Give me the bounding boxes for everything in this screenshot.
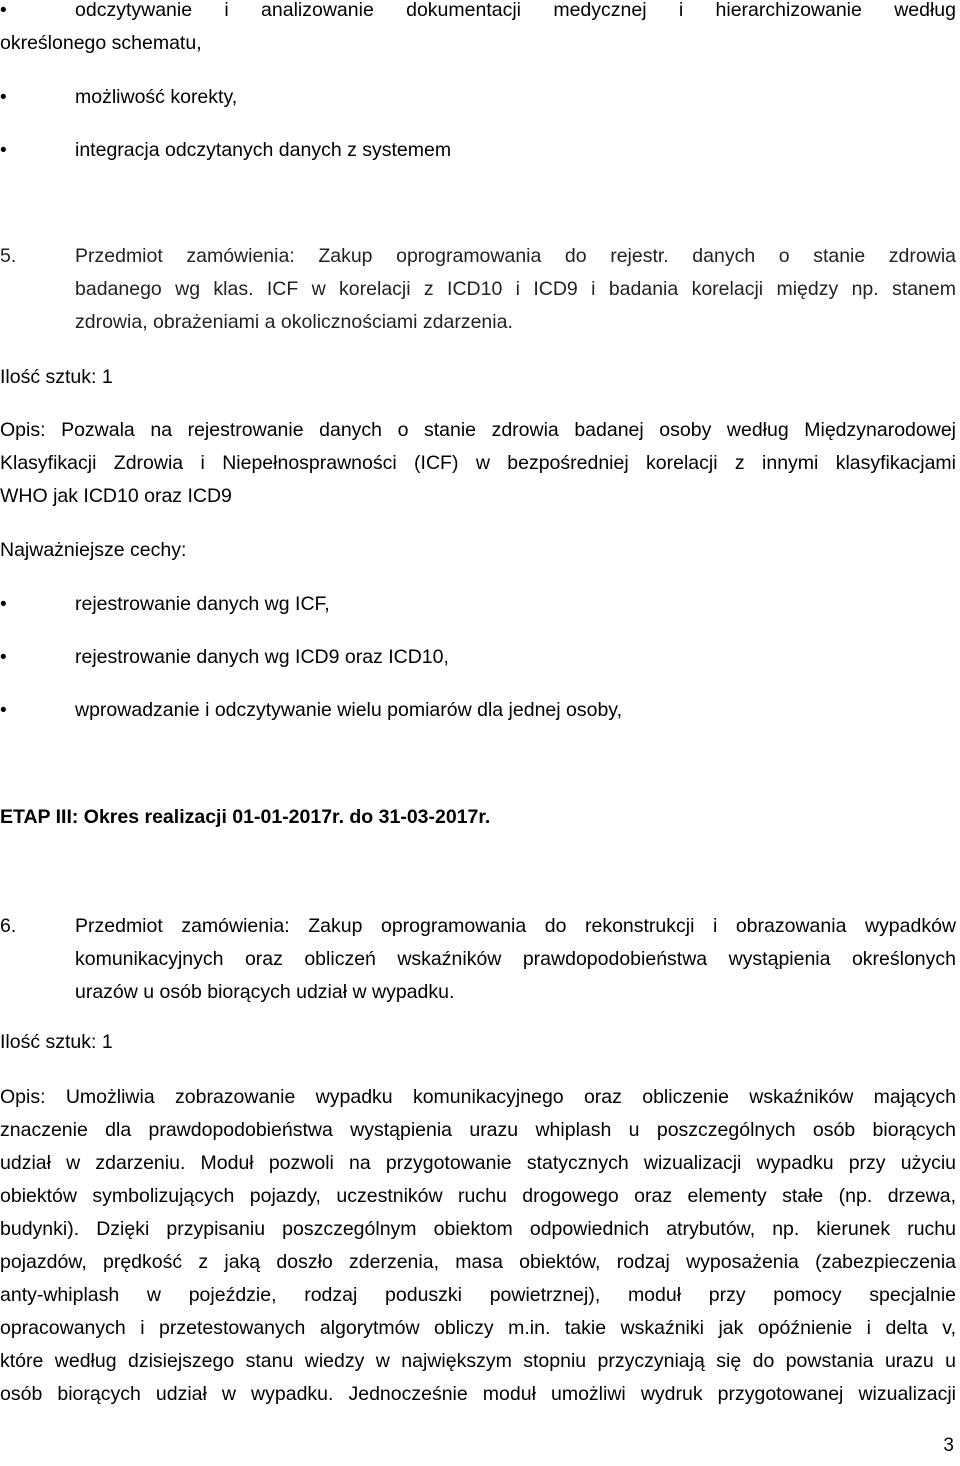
quantity-label: Ilość sztuk: 1 [0,366,113,388]
feature-item: wprowadzanie i odczytywanie wielu pomiarów dla jednej osoby, [75,699,623,721]
description-line: pojazdów, prędkość z jaką doszło zderzenia, masa obiektów, rodzaj wyposażenia (zabezpieczenia [0,1251,956,1273]
bullet-icon: • [0,700,7,721]
list-item: możliwość korekty, [75,86,238,108]
description-line: Opis: Pozwala na rejestrowanie danych o stanie zdrowia badanej osoby według Międzynarodowej [0,419,956,441]
bullet-icon: • [0,647,7,668]
bullet-icon: • [0,140,7,161]
bullet-icon: • [0,594,7,615]
description-line: osób biorących udział w wypadku. Jednocześnie moduł umożliwi wydruk przygotowanej wizualizacji [0,1383,956,1405]
list-item: integracja odczytanych danych z systemem [75,139,452,161]
description-line: obiektów symbolizujących pojazdy, uczestników ruchu drogowego oraz elementy stałe (np. drzewa, [0,1185,956,1207]
description-line: Opis: Umożliwia zobrazowanie wypadku komunikacyjnego oraz obliczenie wskaźników mających [0,1086,956,1108]
item-title-line: zdrowia, obrażeniami a okolicznościami zdarzenia. [75,311,513,333]
feature-item: rejestrowanie danych wg ICD9 oraz ICD10, [75,646,449,668]
description-line: WHO jak ICD10 oraz ICD9 [0,485,232,507]
item-number: 6. [0,915,17,937]
item-title-line: urazów u osób biorących udział w wypadku. [75,981,455,1003]
description-line: Klasyfikacji Zdrowia i Niepełnosprawności (ICF) w bezpośredniej korelacji z innymi klasyfikacjami [0,452,956,474]
description-line: znaczenie dla prawdopodobieństwa wystąpienia urazu whiplash u poszczególnych osób biorących [0,1119,956,1141]
description-line: budynki). Dzięki przypisaniu poszczególnym obiektom odpowiednich atrybutów, np. kierunek ruchu [0,1218,956,1240]
features-heading: Najważniejsze cechy: [0,539,187,561]
feature-item: rejestrowanie danych wg ICF, [75,593,330,615]
page-number: 3 [943,1435,954,1456]
list-item: odczytywanie i analizowanie dokumentacji medycznej i hierarchizowanie według [75,0,956,21]
bullet-icon: • [0,87,7,108]
description-line: opracowanych i przetestowanych algorytmów obliczy m.in. takie wskaźniki jak opóźnienie i delta v, [0,1317,956,1339]
stage-heading: ETAP III: Okres realizacji 01-01-2017r. do 31-03-2017r. [0,806,491,828]
list-item-continuation: określonego schematu, [0,32,202,54]
description-line: anty-whiplash w pojeździe, rodzaj poduszki powietrznej), moduł przy pomocy specjalnie [0,1284,956,1306]
item-title-line: badanego wg klas. ICF w korelacji z ICD10 i ICD9 i badania korelacji między np. stanem [75,278,956,300]
item-title-line: Przedmiot zamówienia: Zakup oprogramowania do rekonstrukcji i obrazowania wypadków [75,915,956,937]
item-title-line: Przedmiot zamówienia: Zakup oprogramowania do rejestr. danych o stanie zdrowia [75,245,956,267]
description-line: które według dzisiejszego stanu wiedzy w największym stopniu przyczyniają się do powstania urazu u [0,1350,956,1372]
description-line: udział w zdarzeniu. Moduł pozwoli na przygotowanie statycznych wizualizacji wypadku przy użyciu [0,1152,956,1174]
quantity-label: Ilość sztuk: 1 [0,1031,113,1053]
item-title-line: komunikacyjnych oraz obliczeń wskaźników prawdopodobieństwa wystąpienia określonych [75,948,956,970]
item-number: 5. [0,245,17,267]
bullet-icon: • [0,0,7,21]
